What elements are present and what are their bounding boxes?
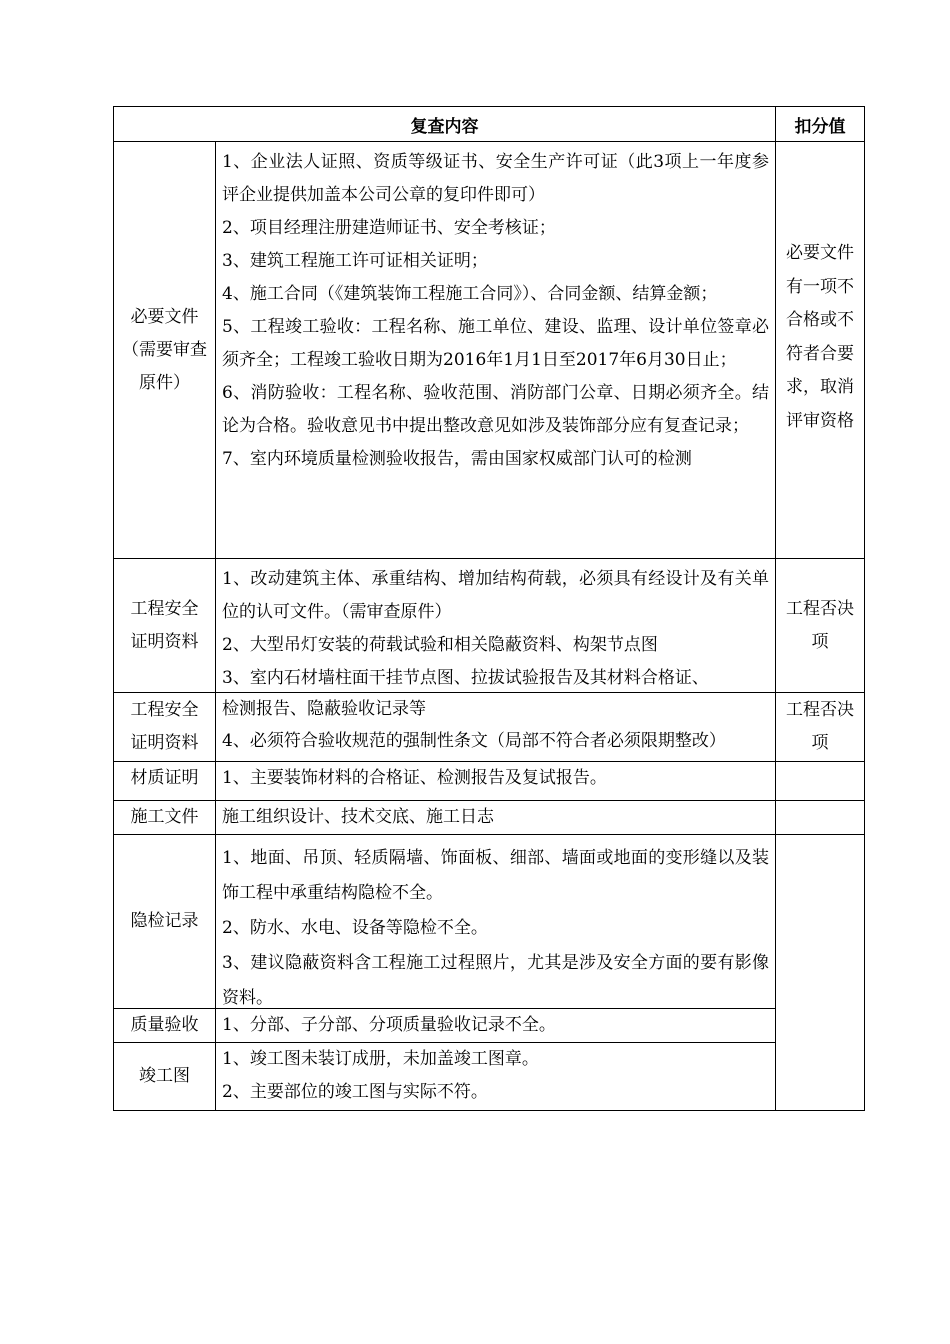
list-item: 6、消防验收：工程名称、验收范围、消防部门公章、日期必须齐全。结论为合格。验收意见书中提出整改意见如涉及装饰部分应有复查记录； [222,383,769,436]
safety-b-content [215,692,776,762]
list-item: 1、竣工图未装订成册，未加盖竣工图章。 [222,1049,539,1069]
safety-b-label-cell [113,692,216,762]
material-text: 1、主要装饰材料的合格证、检测报告及复试报告。 [222,768,607,788]
required-docs-score-cell [775,141,865,559]
safety-b-score: 工程否决项 [786,700,854,753]
hidden-label-cell [113,834,216,1009]
required-docs-label-cell [113,141,216,559]
list-item: 2、项目经理注册建造师证书、安全考核证； [222,218,556,238]
material-score-cell [775,761,865,801]
safety-a-label-cell [113,558,216,693]
header-score-cell [775,106,865,142]
list-item: 1、改动建筑主体、承重结构、增加结构荷载，必须具有经设计及有关单位的认可文件。（需审查原件） [222,569,769,622]
hidden-content [215,834,776,1009]
header-content-cell [113,106,776,142]
construction-content [215,800,776,835]
construction-text: 施工组织设计、技术交底、施工日志 [222,807,494,827]
header-content: 复查内容 [410,116,479,137]
safety-b-label: 工程安全证明资料 [130,700,199,753]
list-item: 4、必须符合验收规范的强制性条文（局部不符合者必须限期整改） [222,731,726,751]
hidden-label: 隐检记录 [130,911,199,931]
list-item: 1、地面、吊顶、轻质隔墙、饰面板、细部、墙面或地面的变形缝以及装饰工程中承重结构隐检不全。 [222,848,769,903]
material-label: 材质证明 [130,768,199,788]
safety-a-score-cell [775,558,865,693]
material-label-cell [113,761,216,801]
list-item: 2、大型吊灯安装的荷载试验和相关隐蔽资料、构架节点图 [222,635,658,655]
quality-label-cell [113,1008,216,1043]
list-item: 7、室内环境质量检测验收报告，需由国家权威部门认可的检测 [222,449,692,469]
list-item: 2、防水、水电、设备等隐检不全。 [222,918,488,938]
quality-text: 1、分部、子分部、分项质量验收记录不全。 [222,1015,556,1035]
construction-label-cell [113,800,216,835]
bottom-score-cell [775,834,865,1111]
list-item: 3、建筑工程施工许可证相关证明； [222,251,488,271]
construction-score-cell [775,800,865,835]
completion-label: 竣工图 [139,1066,190,1086]
list-item: 1、企业法人证照、资质等级证书、安全生产许可证（此3项上一年度参评企业提供加盖本公司公章的复印件即可） [222,152,769,205]
material-content [215,761,776,801]
safety-a-score: 工程否决项 [786,598,854,652]
header-score: 扣分值 [794,116,846,137]
list-item: 2、主要部位的竣工图与实际不符。 [222,1082,488,1102]
list-item: 3、建议隐蔽资料含工程施工过程照片，尤其是涉及安全方面的要有影像资料。 [222,953,769,1008]
list-item: 5、工程竣工验收：工程名称、施工单位、建设、监理、设计单位签章必须齐全；工程竣工验收日期为2016年1月1日至2017年6月30日止； [222,317,769,370]
required-docs-score: 必要文件有一项不合格或不符者合要求，取消评审资格 [786,243,854,431]
construction-label: 施工文件 [130,807,199,827]
safety-b-score-cell [775,692,865,762]
required-docs-label: 必要文件（需要审查原件） [122,306,207,393]
list-item: 3、室内石材墙柱面干挂节点图、拉拔试验报告及其材料合格证、 [222,668,709,688]
list-item: 检测报告、隐蔽验收记录等 [222,699,426,719]
safety-a-label: 工程安全证明资料 [130,598,199,652]
required-docs-content [215,141,776,559]
completion-content [215,1042,776,1111]
quality-content [215,1008,776,1043]
safety-a-content [215,558,776,693]
list-item: 4、施工合同（《建筑装饰工程施工合同》）、合同金额、结算金额； [222,284,718,304]
quality-label: 质量验收 [130,1015,199,1035]
completion-label-cell [113,1042,216,1111]
